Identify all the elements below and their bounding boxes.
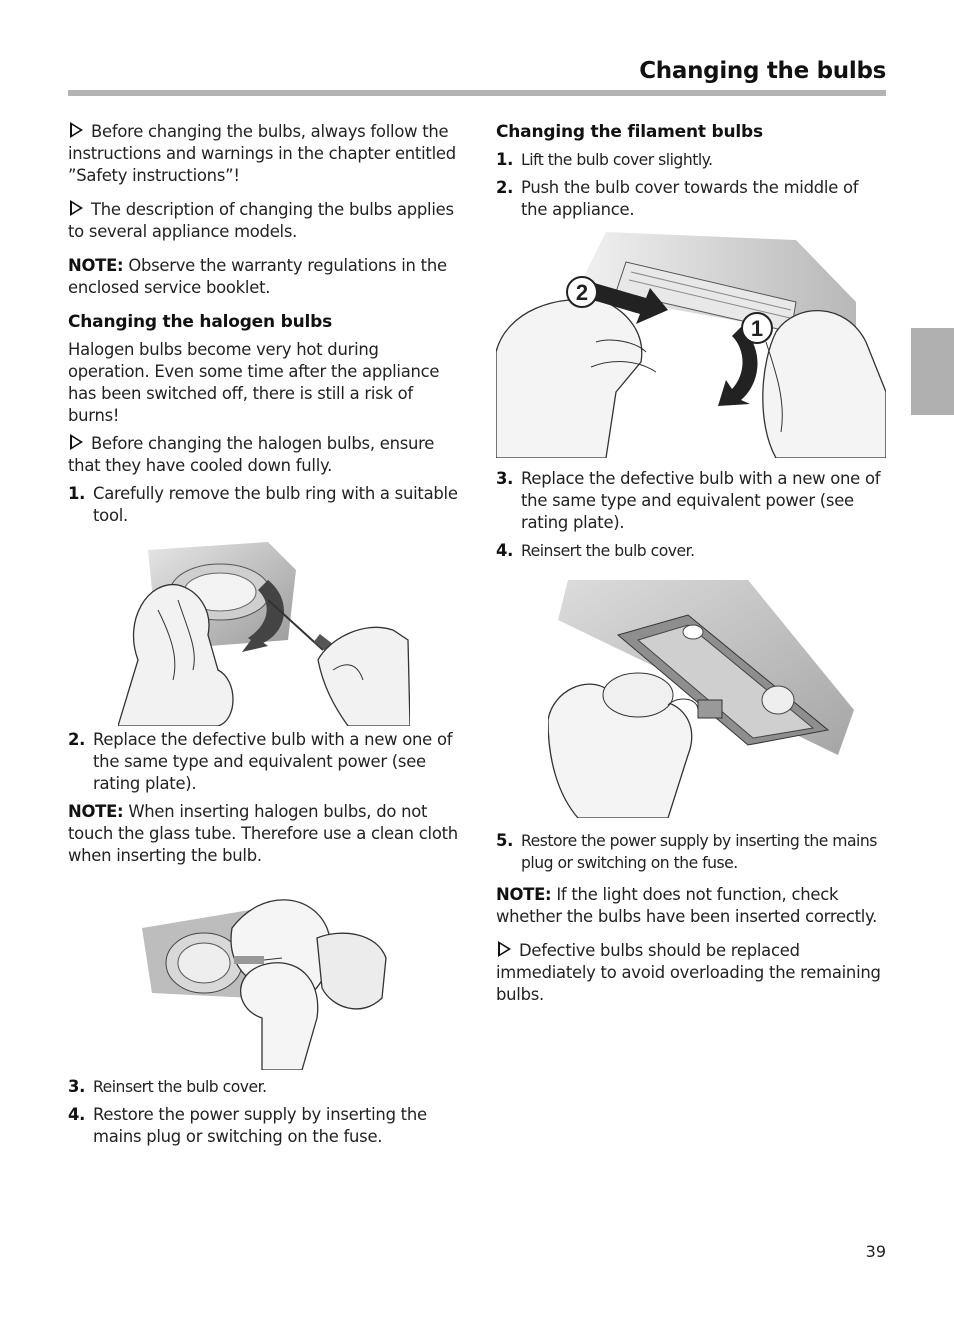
- title-rule: [68, 90, 886, 96]
- list-item: 4. Reinsert the bulb cover.: [496, 541, 695, 560]
- right-column-middle: [496, 468, 888, 568]
- filament-heading: Changing the filament bulbs: [496, 122, 763, 142]
- figure-label-2: 2: [575, 280, 589, 305]
- halogen-intro: Halogen bulbs become very hot during operation. Even some time after the appliance has been switched off, there is still a risk of burns!: [68, 340, 440, 425]
- note-glass-tube: NOTE: When inserting halogen bulbs, do not touch the glass tube. Therefore use a clean cloth when inserting the bulb.: [68, 802, 458, 865]
- note-function-check: NOTE: If the light does not function, check whether the bulbs have been inserted correctly.: [496, 885, 878, 926]
- list-item: 1. Carefully remove the bulb ring with a suitable tool.: [68, 484, 458, 525]
- note-warranty: NOTE: Observe the warranty regulations in the enclosed service booklet.: [68, 256, 447, 297]
- figure-remove-bulb-ring: [118, 540, 410, 726]
- warning-safety: Before changing the bulbs, always follow the instructions and warnings in the chapter entitled ”Safety instructions”!: [68, 122, 456, 185]
- warning-models: The description of changing the bulbs applies to several appliance models.: [68, 200, 454, 241]
- list-item: 5. Restore the power supply by inserting the mains plug or switching on the fuse.: [496, 831, 877, 872]
- right-column: [496, 121, 888, 227]
- list-item: 2. Push the bulb cover towards the middle of the appliance.: [496, 178, 859, 219]
- note-label: NOTE:: [68, 256, 124, 275]
- warning-triangle-icon: [70, 122, 83, 138]
- list-item: 3. Replace the defective bulb with a new one of the same type and equivalent power (see rating plate).: [496, 469, 881, 532]
- figure-replace-filament: [548, 580, 854, 818]
- figure-slide-bulb-cover: [496, 232, 886, 458]
- note-label: NOTE:: [496, 885, 552, 904]
- list-item: 2. Replace the defective bulb with a new one of the same type and equivalent power (see rating plate).: [68, 730, 453, 793]
- warning-overload: Defective bulbs should be replaced immediately to avoid overloading the remaining bulbs.: [496, 941, 881, 1004]
- list-item: 4. Restore the power supply by inserting the mains plug or switching on the fuse.: [68, 1105, 427, 1146]
- warning-cool-down: Before changing the halogen bulbs, ensure that they have cooled down fully.: [68, 434, 435, 475]
- left-column-middle: [68, 729, 460, 879]
- warning-triangle-icon: [70, 434, 83, 450]
- left-column: [68, 121, 460, 533]
- page-title: Changing the bulbs: [639, 58, 886, 84]
- note-label: NOTE:: [68, 802, 124, 821]
- figure-insert-halogen: [142, 888, 388, 1070]
- page-number: 39: [865, 1242, 886, 1261]
- list-item: 1. Lift the bulb cover slightly.: [496, 150, 713, 169]
- right-column-bottom: [496, 830, 888, 1018]
- chapter-side-tab: [911, 328, 954, 415]
- list-item: 3. Reinsert the bulb cover.: [68, 1077, 267, 1096]
- warning-triangle-icon: [498, 941, 511, 957]
- warning-triangle-icon: [70, 200, 83, 216]
- figure-label-1: 1: [750, 316, 764, 341]
- halogen-heading: Changing the halogen bulbs: [68, 312, 333, 332]
- left-column-bottom: [68, 1076, 460, 1154]
